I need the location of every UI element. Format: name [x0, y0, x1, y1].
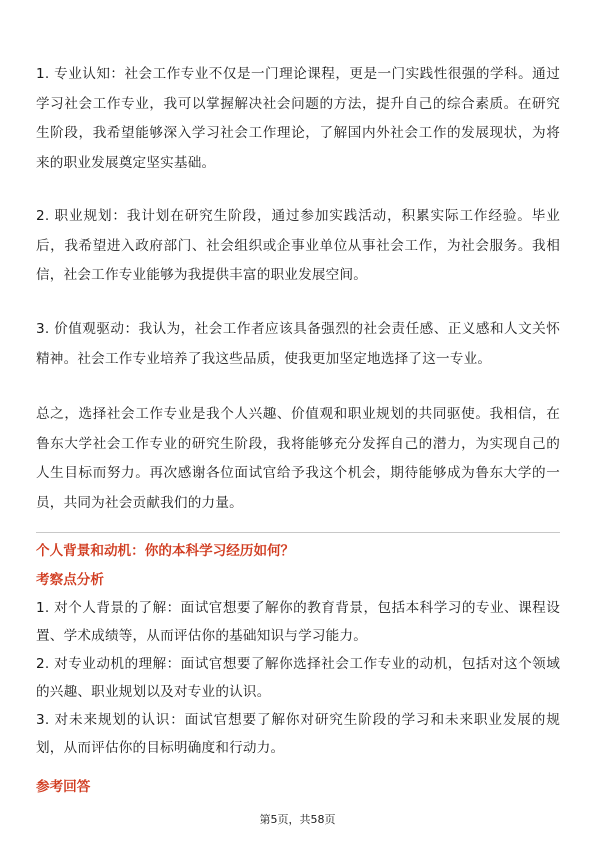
reference-answer-heading: 参考回答	[36, 779, 91, 795]
answer-paragraph-1: 1. 专业认知：社会工作专业不仅是一门理论课程，更是一门实践性很强的学科。通过学习社会工作专业，我可以掌握解决社会问题的方法，提升自己的综合素质。在研究生阶段，我希望能够深入学习社会工作理论，了解国内外社会工作的发展现状，为将来的职业发展奠定坚实基础。	[36, 66, 560, 171]
answer-paragraph-2: 2. 职业规划：我计划在研究生阶段，通过参加实践活动，积累实际工作经验。毕业后，我希望进入政府部门、社会组织或企事业单位从事社会工作，为社会服务。我相信，社会工作专业能够为我提供丰富的职业发展空间。	[36, 208, 560, 283]
analysis-point-1: 1. 对个人背景的了解：面试官想要了解你的教育背景，包括本科学习的专业、课程设置、学术成绩等，从而评估你的基础知识与学习能力。	[36, 600, 560, 644]
analysis-heading: 考察点分析	[36, 572, 104, 588]
summary-paragraph: 总之，选择社会工作专业是我个人兴趣、价值观和职业规划的共同驱使。我相信，在鲁东大学社会工作专业的研究生阶段，我将能够充分发挥自己的潜力，为实现自己的人生目标而努力。再次感谢各位面试官给予我这个机会，期待能够成为鲁东大学的一员，共同为社会贡献我们的力量。	[36, 406, 560, 511]
answer-paragraph-3: 3. 价值观驱动：我认为，社会工作者应该具备强烈的社会责任感、正义感和人文关怀精神。社会工作专业培养了我这些品质，使我更加坚定地选择了这一专业。	[36, 321, 560, 367]
page-number-footer: 第5页，共58页	[259, 813, 336, 826]
question-heading: 个人背景和动机：你的本科学习经历如何？	[36, 543, 295, 559]
section-divider	[36, 532, 560, 533]
analysis-point-3: 3. 对未来规划的认识：面试官想要了解你对研究生阶段的学习和未来职业发展的规划，从而评估你的目标明确度和行动力。	[36, 712, 560, 756]
analysis-point-2: 2. 对专业动机的理解：面试官想要了解你选择社会工作专业的动机，包括对这个领域的兴趣、职业规划以及对专业的认识。	[36, 656, 560, 700]
